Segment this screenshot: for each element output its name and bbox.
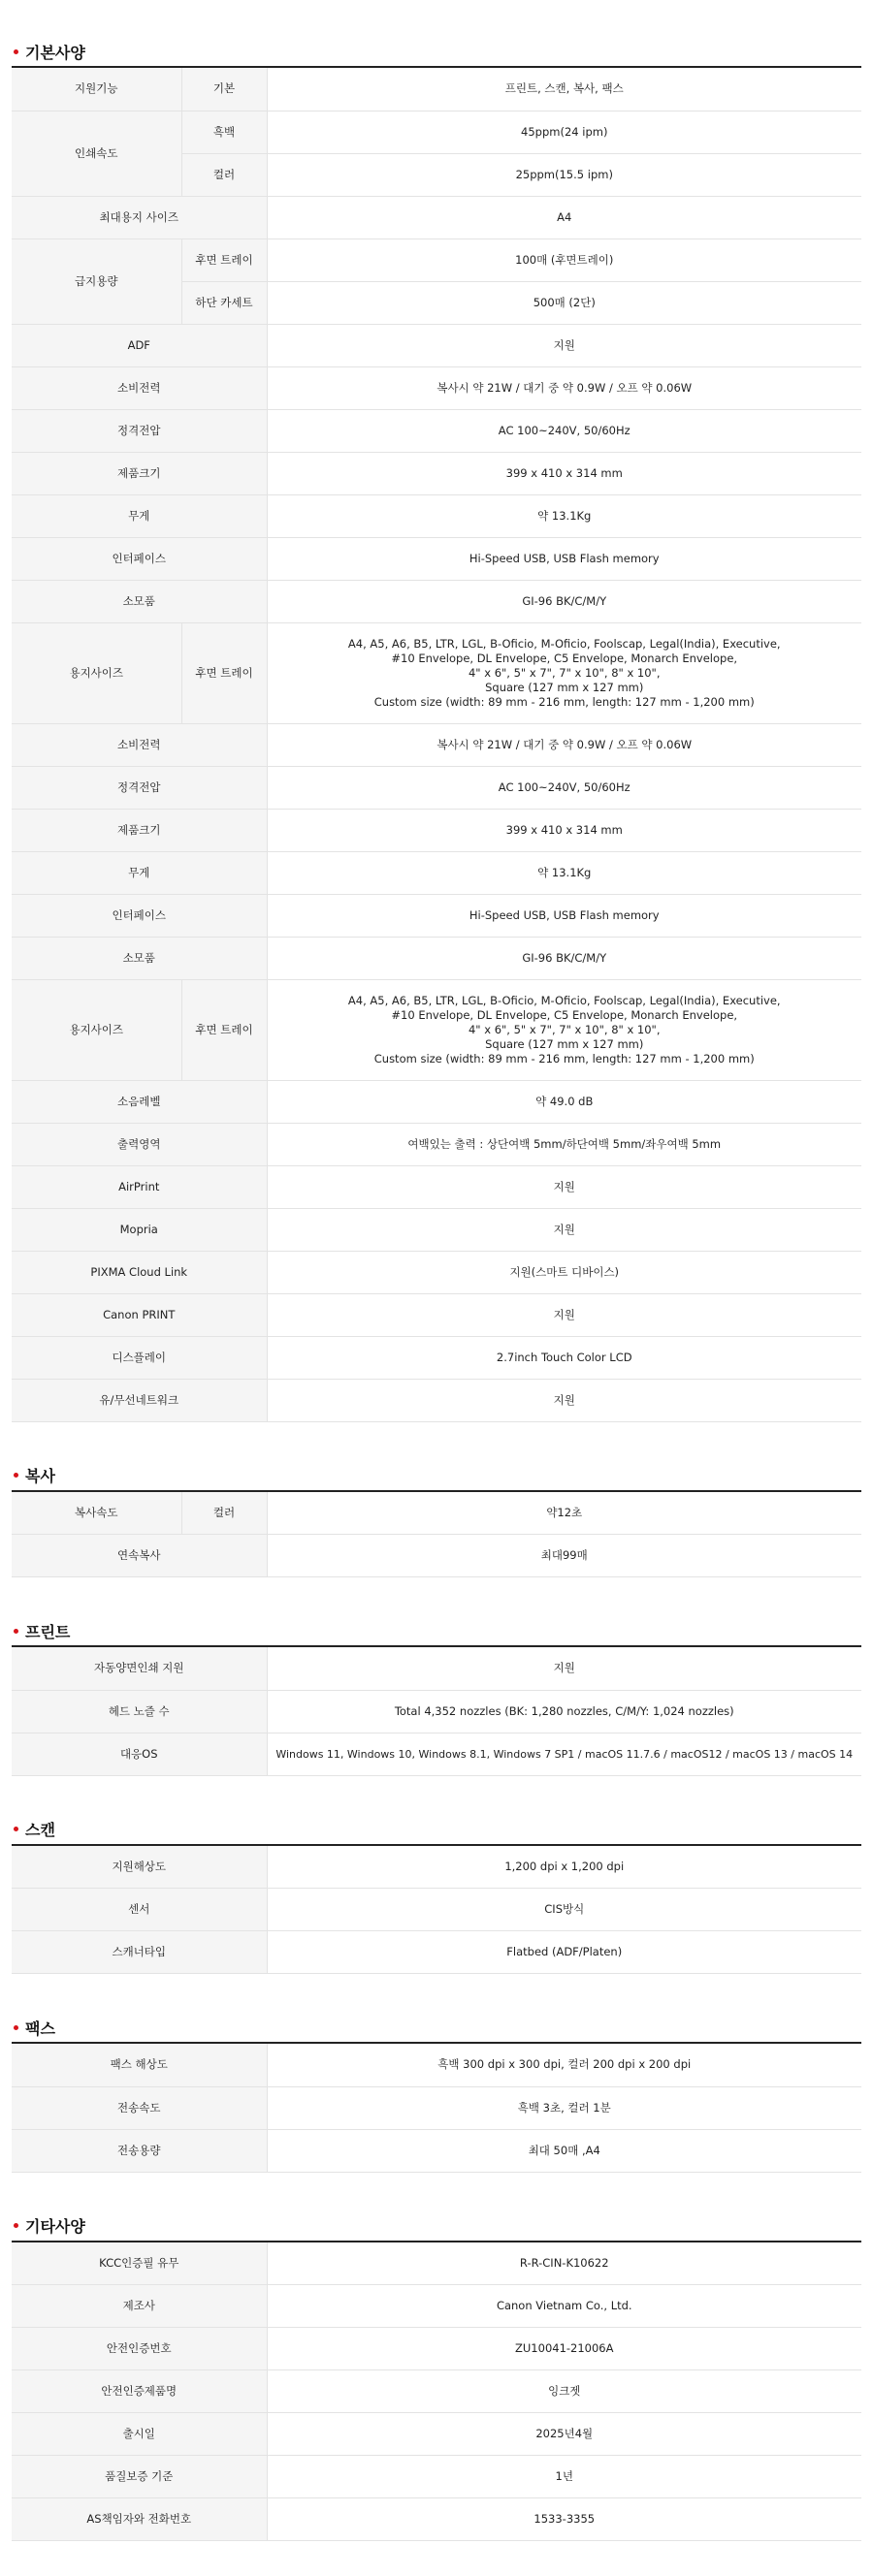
row-value: Windows 11, Windows 10, Windows 8.1, Windows 7 SP1 / macOS 11.7.6 / macOS12 / macOS 13 / macOS 14 (267, 1733, 861, 1775)
row-value: Flatbed (ADF/Platen) (267, 1931, 861, 1974)
row-label: 정격전압 (12, 409, 267, 452)
table-row (12, 1690, 861, 1733)
row-value: ZU10041-21006A (267, 2328, 861, 2370)
table-row (12, 2413, 861, 2456)
row-value: 잉크젯 (267, 2370, 861, 2413)
row-label: 헤드 노즐 수 (12, 1690, 267, 1733)
table-row (12, 366, 861, 409)
spec-table (12, 1846, 861, 1975)
table-row (12, 1647, 861, 1690)
row-sublabel: 컬러 (181, 153, 267, 196)
table-row (12, 2086, 861, 2129)
table-row (12, 2242, 861, 2285)
row-value: GI-96 BK/C/M/Y (267, 580, 861, 622)
row-label: 제조사 (12, 2285, 267, 2328)
row-value: A4, A5, A6, B5, LTR, LGL, B-Oficio, M-Oficio, Foolscap, Legal(India), Executive, #10 Envelope, DL Envelope, C5 Envelope, Monarch Envelope, 4" x 6", 5" x 7", 7" x 10", 8" x 10", Square (127 mm x 127 mm) Custom size (width: 89 mm - 216 mm, length: 127 mm - 1,200 mm) (267, 979, 861, 1080)
row-value: A4 (267, 196, 861, 239)
row-value: A4, A5, A6, B5, LTR, LGL, B-Oficio, M-Oficio, Foolscap, Legal(India), Executive, #10 Envelope, DL Envelope, C5 Envelope, Monarch Envelope, 4" x 6", 5" x 7", 7" x 10", 8" x 10", Square (127 mm x 127 mm) Custom size (width: 89 mm - 216 mm, length: 127 mm - 1,200 mm) (267, 622, 861, 723)
table-row (12, 1889, 861, 1931)
table-row (12, 979, 861, 1080)
table-row (12, 239, 861, 281)
row-value: 약 13.1Kg (267, 851, 861, 894)
red-dot-icon (14, 1473, 18, 1478)
table-row (12, 2044, 861, 2086)
red-dot-icon (14, 2223, 18, 2228)
table-row (12, 324, 861, 366)
table-row (12, 1293, 861, 1336)
row-value: 2025년4월 (267, 2413, 861, 2456)
row-label: PIXMA Cloud Link (12, 1251, 267, 1293)
section-title: 스캔 (25, 1821, 55, 1839)
table-row (12, 2456, 861, 2498)
row-label: 안전인증번호 (12, 2328, 267, 2370)
red-dot-icon (14, 1827, 18, 1831)
row-label: 소음레벨 (12, 1080, 267, 1123)
table-row (12, 1931, 861, 1974)
row-label: 대응OS (12, 1733, 267, 1775)
row-value: 지원 (267, 1647, 861, 1690)
row-sublabel: 후면 트레이 (181, 979, 267, 1080)
row-value: AC 100~240V, 50/60Hz (267, 409, 861, 452)
section-header (12, 1616, 861, 1647)
table-row (12, 851, 861, 894)
table-row (12, 1208, 861, 1251)
row-value: 1년 (267, 2456, 861, 2498)
row-value: 100매 (후면트레이) (267, 239, 861, 281)
row-value: 최대99매 (267, 1535, 861, 1577)
table-row (12, 537, 861, 580)
row-value: 지원 (267, 324, 861, 366)
row-value: 복사시 약 21W / 대기 중 약 0.9W / 오프 약 0.06W (267, 723, 861, 766)
section-header (12, 2211, 861, 2242)
row-value: 복사시 약 21W / 대기 중 약 0.9W / 오프 약 0.06W (267, 366, 861, 409)
table-row (12, 409, 861, 452)
spec-table (12, 1647, 861, 1776)
row-value: Total 4,352 nozzles (BK: 1,280 nozzles, C/M/Y: 1,024 nozzles) (267, 1690, 861, 1733)
row-label: 품질보증 기준 (12, 2456, 267, 2498)
table-row (12, 111, 861, 153)
spec-table (12, 2044, 861, 2173)
table-row (12, 452, 861, 494)
row-label: 정격전압 (12, 766, 267, 809)
table-row (12, 580, 861, 622)
row-sublabel: 기본 (181, 68, 267, 111)
section-header (12, 1815, 861, 1846)
row-label: 인터페이스 (12, 537, 267, 580)
row-sublabel: 후면 트레이 (181, 239, 267, 281)
row-label: 디스플레이 (12, 1336, 267, 1379)
table-row (12, 1251, 861, 1293)
section-title: 프린트 (25, 1622, 71, 1641)
row-value: 흑백 3초, 컬러 1분 (267, 2086, 861, 2129)
row-label: 용지사이즈 (12, 622, 181, 723)
row-label: 제품크기 (12, 809, 267, 851)
row-value: 약 49.0 dB (267, 1080, 861, 1123)
table-row (12, 1733, 861, 1775)
row-value: 399 x 410 x 314 mm (267, 452, 861, 494)
row-label: 출력영역 (12, 1123, 267, 1165)
row-value: 흑백 300 dpi x 300 dpi, 컬러 200 dpi x 200 dpi (267, 2044, 861, 2086)
section-basic-specs (12, 0, 861, 1422)
section-print (12, 1577, 861, 1776)
row-sublabel: 흑백 (181, 111, 267, 153)
row-value: Hi-Speed USB, USB Flash memory (267, 537, 861, 580)
table-row (12, 723, 861, 766)
table-row (12, 622, 861, 723)
table-row (12, 766, 861, 809)
row-value: 25ppm(15.5 ipm) (267, 153, 861, 196)
row-label: 지원기능 (12, 68, 181, 111)
section-copy (12, 1422, 861, 1578)
row-label: 센서 (12, 1889, 267, 1931)
row-value: 지원 (267, 1293, 861, 1336)
row-value: 지원 (267, 1165, 861, 1208)
table-row (12, 2498, 861, 2541)
row-label: 자동양면인쇄 지원 (12, 1647, 267, 1690)
row-value: CIS방식 (267, 1889, 861, 1931)
table-row (12, 1080, 861, 1123)
row-label: 소모품 (12, 937, 267, 979)
table-row (12, 2285, 861, 2328)
row-value: 프린트, 스캔, 복사, 팩스 (267, 68, 861, 111)
section-title: 팩스 (25, 2019, 55, 2038)
table-row (12, 2370, 861, 2413)
row-label: 유/무선네트워크 (12, 1379, 267, 1421)
row-value: 약 13.1Kg (267, 494, 861, 537)
table-row (12, 494, 861, 537)
row-label: 팩스 해상도 (12, 2044, 267, 2086)
row-value: 지원 (267, 1379, 861, 1421)
row-sublabel: 하단 카세트 (181, 281, 267, 324)
row-value: 여백있는 출력 : 상단여백 5mm/하단여백 5mm/좌우여백 5mm (267, 1123, 861, 1165)
row-value: AC 100~240V, 50/60Hz (267, 766, 861, 809)
row-label: 소비전력 (12, 366, 267, 409)
table-row (12, 1336, 861, 1379)
section-title: 기본사양 (25, 43, 85, 62)
row-label: 무게 (12, 494, 267, 537)
row-value: 지원 (267, 1208, 861, 1251)
row-label: AS책임자와 전화번호 (12, 2498, 267, 2541)
row-label: 인터페이스 (12, 894, 267, 937)
section-header (12, 37, 861, 68)
row-value: Hi-Speed USB, USB Flash memory (267, 894, 861, 937)
row-label: 연속복사 (12, 1535, 267, 1577)
row-label: 전송용량 (12, 2129, 267, 2172)
row-label: Canon PRINT (12, 1293, 267, 1336)
row-label: 무게 (12, 851, 267, 894)
table-row (12, 1123, 861, 1165)
row-value: 500매 (2단) (267, 281, 861, 324)
row-value: 2.7inch Touch Color LCD (267, 1336, 861, 1379)
section-other-specs (12, 2173, 861, 2542)
row-label: 제품크기 (12, 452, 267, 494)
spec-table (12, 2242, 861, 2542)
row-label: 지원해상도 (12, 1846, 267, 1889)
table-row (12, 2328, 861, 2370)
section-header (12, 2013, 861, 2044)
row-label: 소모품 (12, 580, 267, 622)
table-row (12, 1846, 861, 1889)
row-label: 안전인증제품명 (12, 2370, 267, 2413)
section-scan (12, 1776, 861, 1975)
row-label: 복사속도 (12, 1492, 181, 1535)
spec-table (12, 1492, 861, 1578)
table-row (12, 1379, 861, 1421)
table-row (12, 196, 861, 239)
section-header (12, 1461, 861, 1492)
table-row (12, 1535, 861, 1577)
row-sublabel: 컬러 (181, 1492, 267, 1535)
red-dot-icon (14, 2025, 18, 2030)
row-value: Canon Vietnam Co., Ltd. (267, 2285, 861, 2328)
row-label: AirPrint (12, 1165, 267, 1208)
row-label: 전송속도 (12, 2086, 267, 2129)
row-value: 약12초 (267, 1492, 861, 1535)
table-row (12, 809, 861, 851)
table-row (12, 1492, 861, 1535)
row-label: 출시일 (12, 2413, 267, 2456)
row-value: 지원(스마트 디바이스) (267, 1251, 861, 1293)
row-sublabel: 후면 트레이 (181, 622, 267, 723)
row-value: 1533-3355 (267, 2498, 861, 2541)
row-label: 소비전력 (12, 723, 267, 766)
row-label: 용지사이즈 (12, 979, 181, 1080)
section-title: 기타사양 (25, 2217, 85, 2236)
row-label: 스캐너타입 (12, 1931, 267, 1974)
row-label: 인쇄속도 (12, 111, 181, 196)
row-value: R-R-CIN-K10622 (267, 2242, 861, 2285)
row-value: 1,200 dpi x 1,200 dpi (267, 1846, 861, 1889)
red-dot-icon (14, 1629, 18, 1634)
row-label: KCC인증필 유무 (12, 2242, 267, 2285)
row-label: 최대용지 사이즈 (12, 196, 267, 239)
row-label: 급지용량 (12, 239, 181, 324)
table-row (12, 937, 861, 979)
row-value: 최대 50매 ,A4 (267, 2129, 861, 2172)
table-row (12, 2129, 861, 2172)
table-row (12, 68, 861, 111)
row-value: GI-96 BK/C/M/Y (267, 937, 861, 979)
table-row (12, 894, 861, 937)
row-label: ADF (12, 324, 267, 366)
section-title: 복사 (25, 1467, 55, 1485)
spec-table (12, 68, 861, 1422)
section-fax (12, 1974, 861, 2173)
table-row (12, 1165, 861, 1208)
red-dot-icon (14, 49, 18, 54)
row-value: 399 x 410 x 314 mm (267, 809, 861, 851)
row-value: 45ppm(24 ipm) (267, 111, 861, 153)
row-label: Mopria (12, 1208, 267, 1251)
